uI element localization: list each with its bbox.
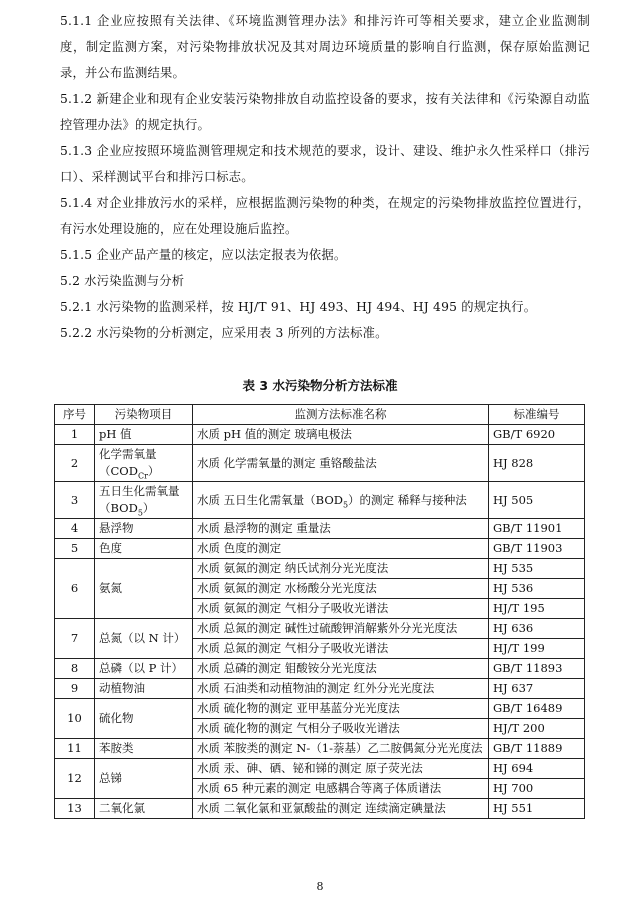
table-row: [55, 759, 585, 779]
pollutant-name: 二氧化氯: [95, 799, 193, 819]
pollutant-name: [95, 445, 193, 482]
method-name: 水质 汞、砷、硒、铋和锑的测定 原子荧光法: [193, 759, 489, 779]
para-5-1-2: 5.1.2 新建企业和现有企业安装污染物排放自动监控设备的要求，按有关法律和《污染源自动监控管理办法》的规定执行。: [60, 92, 590, 132]
para-5-1-5: 5.1.5 企业产品产量的核定，应以法定报表为依据。: [60, 248, 347, 262]
table-row: [55, 679, 585, 699]
standard-code: HJ 637: [489, 679, 585, 699]
method-name-tail: ）的测定 稀释与接种法: [348, 492, 467, 507]
para-5-2-1: 5.2.1 水污染物的监测采样，按 HJ/T 91、HJ 493、HJ 494、HJ 495 的规定执行。: [60, 300, 537, 314]
method-name-subscript: 5: [342, 499, 349, 509]
pollutant-name-subscript: Cr: [137, 471, 148, 481]
method-name: 水质 石油类和动植物油的测定 红外分光光度法: [193, 679, 489, 699]
method-name: 水质 硫化物的测定 气相分子吸收光谱法: [193, 719, 489, 739]
row-number: 1: [55, 425, 95, 445]
table-row: [55, 559, 585, 579]
pollutant-name-main: 五日生化需氧量（BOD: [99, 484, 180, 515]
standard-code: GB/T 16489: [489, 699, 585, 719]
pollutant-name: 苯胺类: [95, 739, 193, 759]
header-pollutant: 污染物项目: [95, 405, 193, 425]
header-method: 监测方法标准名称: [193, 405, 489, 425]
table-row: [55, 519, 585, 539]
pollutant-name-subscript: 5: [137, 508, 143, 518]
standard-code: HJ 536: [489, 579, 585, 599]
header-code: 标准编号: [489, 405, 585, 425]
method-standards-table: [54, 404, 585, 819]
method-name: 水质 化学需氧量的测定 重铬酸盐法: [193, 445, 489, 482]
standard-code: GB/T 11903: [489, 539, 585, 559]
para-5-1-3: 5.1.3 企业应按照环境监测管理规定和技术规范的要求，设计、建设、维护永久性采样口（排污口）、采样测试平台和排污口标志。: [60, 144, 590, 184]
pollutant-name: 总磷（以 P 计）: [95, 659, 193, 679]
table-row: [55, 445, 585, 482]
row-number: 5: [55, 539, 95, 559]
method-name: 水质 总氮的测定 碱性过硫酸钾消解紫外分光光度法: [193, 619, 489, 639]
standard-code: GB/T 6920: [489, 425, 585, 445]
pollutant-name: 氨氮: [95, 559, 193, 619]
standard-code: HJ/T 195: [489, 599, 585, 619]
row-number: 2: [55, 445, 95, 482]
page-number: 8: [316, 880, 324, 893]
pollutant-name: 色度: [95, 539, 193, 559]
standard-code: GB/T 11889: [489, 739, 585, 759]
row-number: 8: [55, 659, 95, 679]
table-row: [55, 739, 585, 759]
row-number: 12: [55, 759, 95, 799]
pollutant-name: 动植物油: [95, 679, 193, 699]
row-number: 7: [55, 619, 95, 659]
method-name: 水质 苯胺类的测定 N-（1-萘基）乙二胺偶氮分光光度法: [193, 739, 489, 759]
table-row: [55, 699, 585, 719]
row-number: 4: [55, 519, 95, 539]
para-5-1-1: 5.1.1 企业应按照有关法律、《环境监测管理办法》和排污许可等相关要求，建立企业监测制度，制定监测方案，对污染物排放状况及其对周边环境质量的影响自行监测，保存原始监测记录，并公布监测结果。: [60, 14, 590, 80]
method-name: [193, 482, 489, 519]
method-name: 水质 总磷的测定 钼酸铵分光光度法: [193, 659, 489, 679]
table-body: [55, 425, 585, 819]
header-no: 序号: [55, 405, 95, 425]
table-header-row: [55, 405, 585, 425]
table-row: [55, 799, 585, 819]
row-number: 11: [55, 739, 95, 759]
standard-code: HJ 694: [489, 759, 585, 779]
para-5-2-2: 5.2.2 水污染物的分析测定，应采用表 3 所列的方法标准。: [60, 326, 388, 340]
para-5-1-4: 5.1.4 对企业排放污水的采样，应根据监测污染物的种类，在规定的污染物排放监控位置进行，有污水处理设施的，应在处理设施后监控。: [60, 196, 590, 236]
row-number: 13: [55, 799, 95, 819]
standard-code: HJ 551: [489, 799, 585, 819]
table-row: [55, 425, 585, 445]
method-name: 水质 硫化物的测定 亚甲基蓝分光光度法: [193, 699, 489, 719]
standard-code: HJ 636: [489, 619, 585, 639]
table-row: [55, 659, 585, 679]
pollutant-name-tail: ）: [142, 501, 155, 515]
standard-code: GB/T 11893: [489, 659, 585, 679]
body-text: [60, 8, 590, 346]
method-name: 水质 氨氮的测定 纳氏试剂分光光度法: [193, 559, 489, 579]
method-name: 水质 氨氮的测定 气相分子吸收光谱法: [193, 599, 489, 619]
method-name: 水质 悬浮物的测定 重量法: [193, 519, 489, 539]
row-number: 10: [55, 699, 95, 739]
standard-code: GB/T 11901: [489, 519, 585, 539]
method-name: 水质 pH 值的测定 玻璃电极法: [193, 425, 489, 445]
standard-code: HJ/T 200: [489, 719, 585, 739]
standard-code: HJ 535: [489, 559, 585, 579]
pollutant-name-tail: ）: [147, 464, 160, 478]
pollutant-name: pH 值: [95, 425, 193, 445]
method-name-main: 水质 五日生化需氧量（BOD: [197, 492, 343, 507]
method-name: 水质 总氮的测定 气相分子吸收光谱法: [193, 639, 489, 659]
method-name: 水质 氨氮的测定 水杨酸分光光度法: [193, 579, 489, 599]
row-number: 9: [55, 679, 95, 699]
pollutant-name: [95, 482, 193, 519]
row-number: 3: [55, 482, 95, 519]
table-row: [55, 539, 585, 559]
standard-code: HJ 700: [489, 779, 585, 799]
method-name: 水质 二氧化氯和亚氯酸盐的测定 连续滴定碘量法: [193, 799, 489, 819]
standard-code: HJ/T 199: [489, 639, 585, 659]
pollutant-name: 总锑: [95, 759, 193, 799]
table-title: 表 3 水污染物分析方法标准: [242, 378, 398, 393]
table-row: [55, 619, 585, 639]
section-heading-5-2: 5.2 水污染监测与分析: [60, 274, 185, 288]
standard-code: HJ 828: [489, 445, 585, 482]
standard-code: HJ 505: [489, 482, 585, 519]
pollutant-name: 总氮（以 N 计）: [95, 619, 193, 659]
method-name: 水质 色度的测定: [193, 539, 489, 559]
pollutant-name: 硫化物: [95, 699, 193, 739]
pollutant-name: 悬浮物: [95, 519, 193, 539]
method-name: 水质 65 种元素的测定 电感耦合等离子体质谱法: [193, 779, 489, 799]
pollutant-name-main: 化学需氧量（COD: [99, 447, 157, 478]
row-number: 6: [55, 559, 95, 619]
table-row: [55, 482, 585, 519]
